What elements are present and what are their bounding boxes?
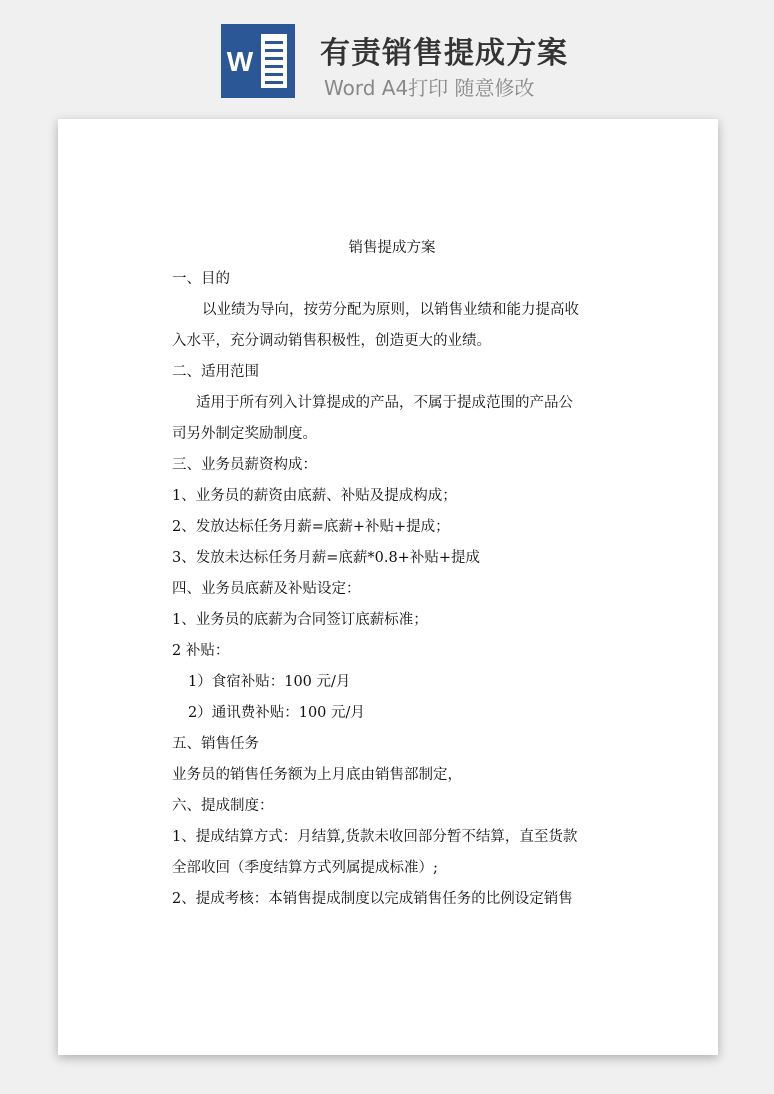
page-title: 有责销售提成方案 <box>320 36 568 71</box>
header <box>0 0 774 110</box>
list-item: 2、提成考核：本销售提成制度以完成销售任务的比例设定销售 <box>172 891 573 907</box>
list-subitem: 2）通讯费补贴：100 元/月 <box>188 705 365 721</box>
section-heading: 六、提成制度： <box>172 798 274 814</box>
document-content <box>172 233 612 915</box>
section-heading: 三、业务员薪资构成： <box>172 457 317 473</box>
list-item: 2、发放达标任务月薪=底薪+补贴+提成； <box>172 519 450 535</box>
section-heading: 四、业务员底薪及补贴设定： <box>172 581 361 597</box>
paragraph-line: 以业绩为导向，按劳分配为原则，以销售业绩和能力提高收 <box>202 302 579 318</box>
paragraph-line: 入水平，充分调动销售积极性，创造更大的业绩。 <box>172 333 491 349</box>
list-item: 3、发放未达标任务月薪=底薪*0.8+补贴+提成 <box>172 550 480 566</box>
section-heading: 一、目的 <box>172 271 230 287</box>
section-heading: 五、销售任务 <box>172 736 259 752</box>
list-item: 1、提成结算方式：月结算,货款未收回部分暂不结算，直至货款 <box>172 829 578 845</box>
document-title: 销售提成方案 <box>348 240 436 256</box>
section-heading: 二、适用范围 <box>172 364 259 380</box>
paragraph-line: 适用于所有列入计算提成的产品，不属于提成范围的产品公 <box>196 395 573 411</box>
paragraph-line: 业务员的销售任务额为上月底由销售部制定， <box>172 767 462 783</box>
list-item: 1、业务员的底薪为合同签订底薪标准； <box>172 612 428 628</box>
list-item: 1、业务员的薪资由底薪、补贴及提成构成； <box>172 488 457 504</box>
svg-text:W: W <box>226 46 254 77</box>
list-item: 2 补贴： <box>172 643 230 659</box>
page-subtitle: Word A4打印 随意修改 <box>324 76 535 100</box>
word-document-icon <box>221 24 295 98</box>
paragraph-line: 司另外制定奖励制度。 <box>172 426 317 442</box>
document-page <box>58 119 718 1055</box>
paragraph-line: 全部收回（季度结算方式列属提成标准）; <box>172 860 438 876</box>
list-subitem: 1）食宿补贴：100 元/月 <box>188 674 351 690</box>
